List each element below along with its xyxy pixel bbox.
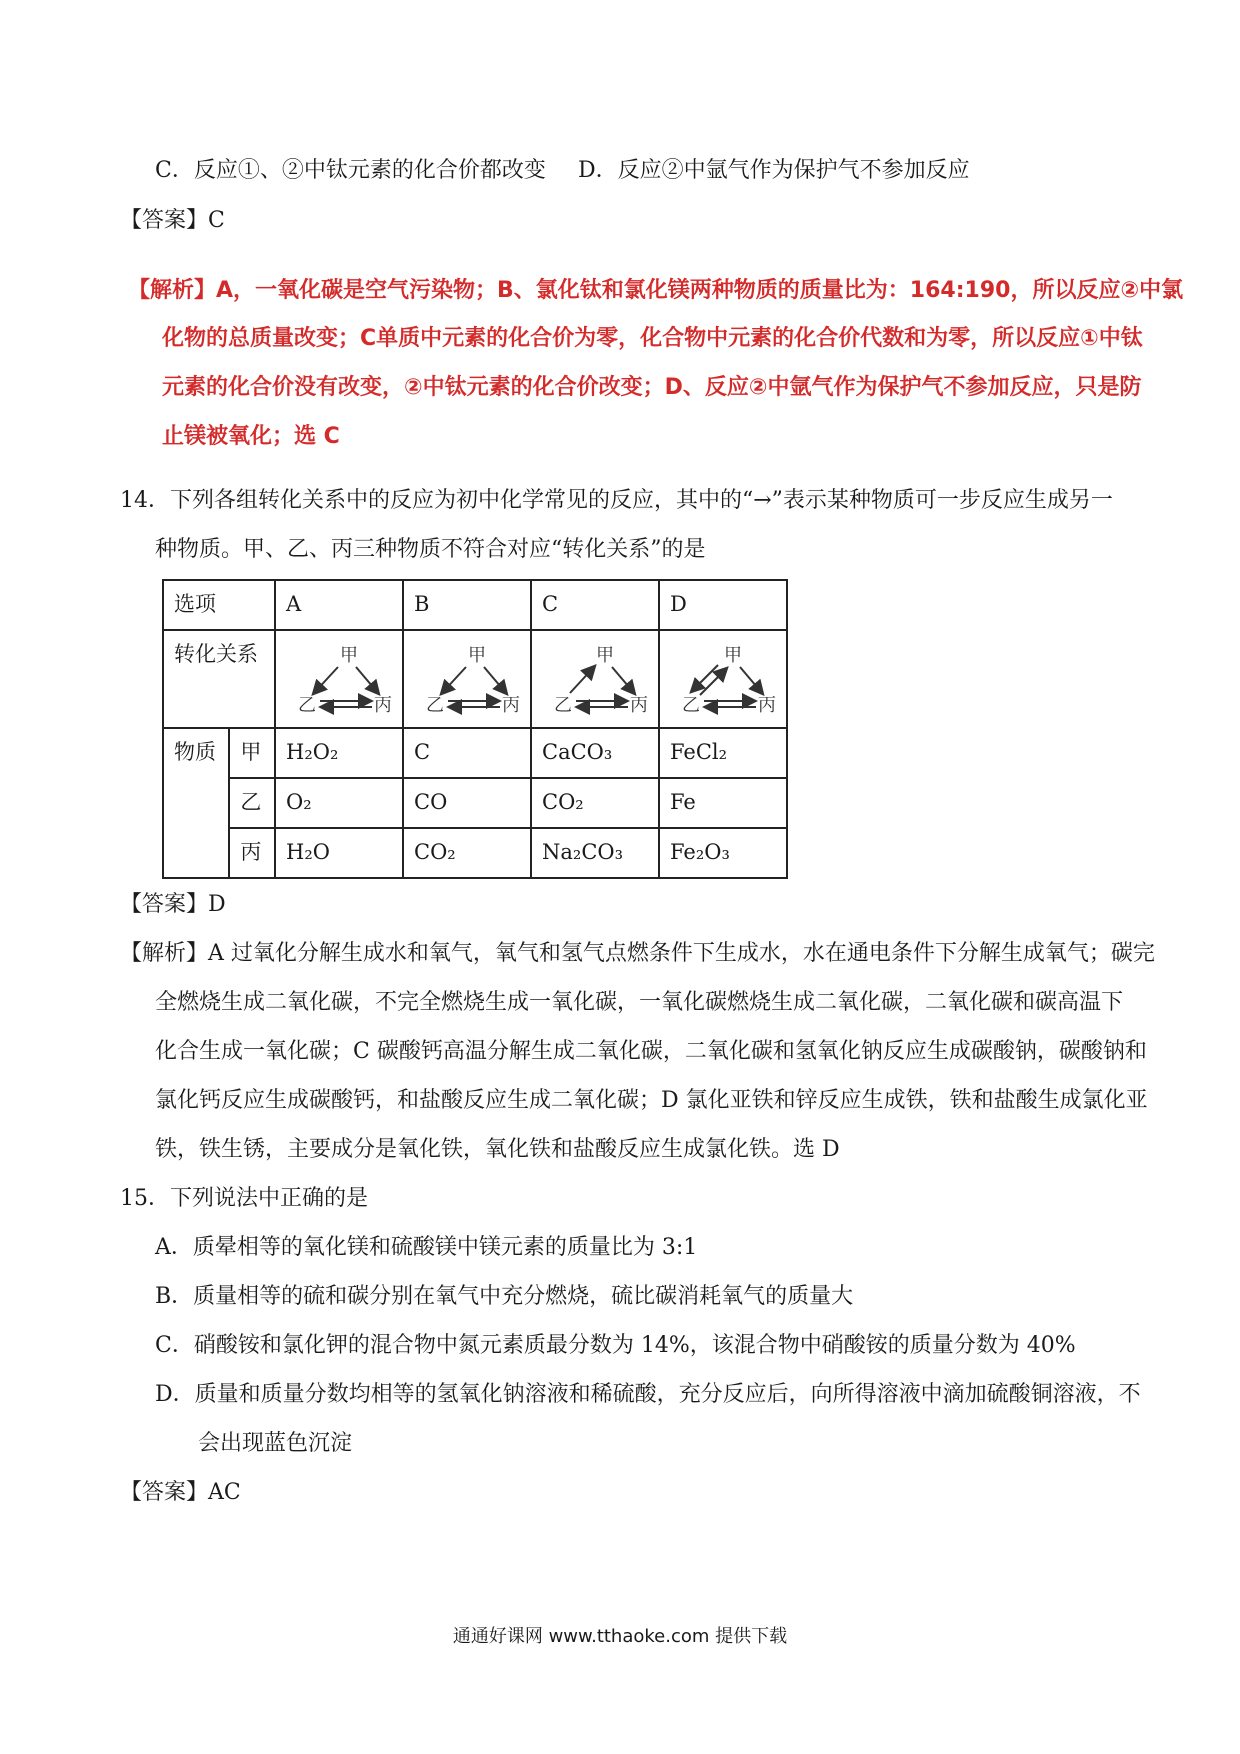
node-right: 丙 (630, 695, 648, 716)
table-row (163, 828, 787, 878)
column-d: D (659, 580, 787, 630)
substance-label: 物质 (163, 728, 229, 878)
cell: CO (403, 778, 531, 828)
q15-option-a: A．质晕相等的氧化镁和硫酸镁中镁元素的质量比为 3:1 (155, 1235, 698, 1260)
node-right: 丙 (758, 695, 776, 716)
node-top: 甲 (596, 645, 614, 666)
diagram-d (678, 641, 782, 721)
cell: Fe (659, 778, 787, 828)
diagram-a-cell (275, 630, 403, 728)
table-relation-row (163, 630, 787, 728)
q14-analysis-line3: 化合生成一氧化碳；C 碳酸钙高温分解生成二氧化碳，二氧化碳和氢氧化钠反应生成碳酸钠，碳酸钠和 (155, 1039, 1147, 1064)
cell: Fe₂O₃ (659, 828, 787, 878)
q14-analysis-line5: 铁，铁生锈，主要成分是氧化铁，氧化铁和盐酸反应生成氯化铁。选 D (155, 1137, 840, 1162)
cell: H₂O (275, 828, 403, 878)
q13-analysis-line1: 【解析】A，一氧化碳是空气污染物；B、氯化钛和氯化镁两种物质的质量比为：164:190，所以反应②中氯 (128, 278, 1184, 303)
q13-answer: 【答案】C (120, 208, 225, 233)
node-left: 乙 (298, 695, 316, 716)
diagram-b-cell (403, 630, 531, 728)
q14-analysis-line2: 全燃烧生成二氧化碳，不完全燃烧生成一氧化碳，一氧化碳燃烧生成二氧化碳，二氧化碳和碳高温下 (155, 990, 1124, 1015)
node-top: 甲 (468, 645, 486, 666)
node-top: 甲 (340, 645, 358, 666)
column-c: C (531, 580, 659, 630)
q15-option-b: B．质量相等的硫和碳分别在氧气中充分燃烧，硫比碳消耗氧气的质量大 (155, 1284, 854, 1309)
q13-option-d: D．反应②中氩气作为保护气不参加反应 (578, 158, 970, 183)
q13-analysis-line4: 止镁被氧化；选 C (162, 424, 340, 449)
q15-stem: 15．下列说法中正确的是 (120, 1186, 368, 1211)
node-top: 甲 (724, 645, 742, 666)
q14-analysis-line4: 氯化钙反应生成碳酸钙，和盐酸反应生成二氧化碳；D 氯化亚铁和锌反应生成铁，铁和盐酸生成氯化亚 (155, 1088, 1148, 1113)
table-row (163, 728, 787, 778)
node-right: 丙 (374, 695, 392, 716)
cell: CO₂ (531, 778, 659, 828)
q15-answer: 【答案】AC (120, 1480, 241, 1505)
table-header-row (163, 580, 787, 630)
diagram-a (294, 641, 398, 721)
cell: FeCl₂ (659, 728, 787, 778)
relation-label-cell (163, 630, 275, 728)
q15-option-d-line2: 会出现蓝色沉淀 (198, 1431, 353, 1456)
relation-label: 转化关系 (174, 642, 258, 666)
q13-option-c: C．反应①、②中钛元素的化合价都改变 (155, 158, 546, 183)
diagram-c (550, 641, 654, 721)
cell: CO₂ (403, 828, 531, 878)
node-left: 乙 (554, 695, 572, 716)
row-name: 甲 (229, 728, 275, 778)
q14-table (162, 579, 788, 879)
q13-analysis-line2: 化物的总质量改变；C单质中元素的化合价为零，化合物中元素的化合价代数和为零，所以反应①中钛 (162, 326, 1143, 351)
q15-option-c: C．硝酸铵和氯化钾的混合物中氮元素质最分数为 14%，该混合物中硝酸铵的质量分数为 40% (155, 1333, 1076, 1358)
q14-stem-line2: 种物质。甲、乙、丙三种物质不符合对应“转化关系”的是 (155, 537, 706, 562)
node-left: 乙 (426, 695, 444, 716)
q14-stem-line1: 14．下列各组转化关系中的反应为初中化学常见的反应，其中的“→”表示某种物质可一步反应生成另一 (120, 488, 1113, 513)
row-name: 丙 (229, 828, 275, 878)
q15-option-d-line1: D．质量和质量分数均相等的氢氧化钠溶液和稀硫酸，充分反应后，向所得溶液中滴加硫酸铜溶液，不 (155, 1382, 1141, 1407)
header-label: 选项 (163, 580, 275, 630)
diagram-c-cell (531, 630, 659, 728)
column-a: A (275, 580, 403, 630)
cell: Na₂CO₃ (531, 828, 659, 878)
column-b: B (403, 580, 531, 630)
diagram-b (422, 641, 526, 721)
cell: C (403, 728, 531, 778)
cell: H₂O₂ (275, 728, 403, 778)
table-row (163, 778, 787, 828)
page-footer: 通通好课网 www.tthaoke.com 提供下载 (452, 1626, 788, 1647)
q14-answer: 【答案】D (120, 892, 226, 917)
cell: O₂ (275, 778, 403, 828)
q13-analysis-line3: 元素的化合价没有改变，②中钛元素的化合价改变；D、反应②中氩气作为保护气不参加反应，只是防 (162, 375, 1142, 400)
row-name: 乙 (229, 778, 275, 828)
diagram-d-cell (659, 630, 787, 728)
node-right: 丙 (502, 695, 520, 716)
cell: CaCO₃ (531, 728, 659, 778)
node-left: 乙 (682, 695, 700, 716)
q14-analysis-line1: 【解析】A 过氧化分解生成水和氧气，氧气和氢气点燃条件下生成水，水在通电条件下分解生成氧气；碳完 (120, 941, 1155, 966)
